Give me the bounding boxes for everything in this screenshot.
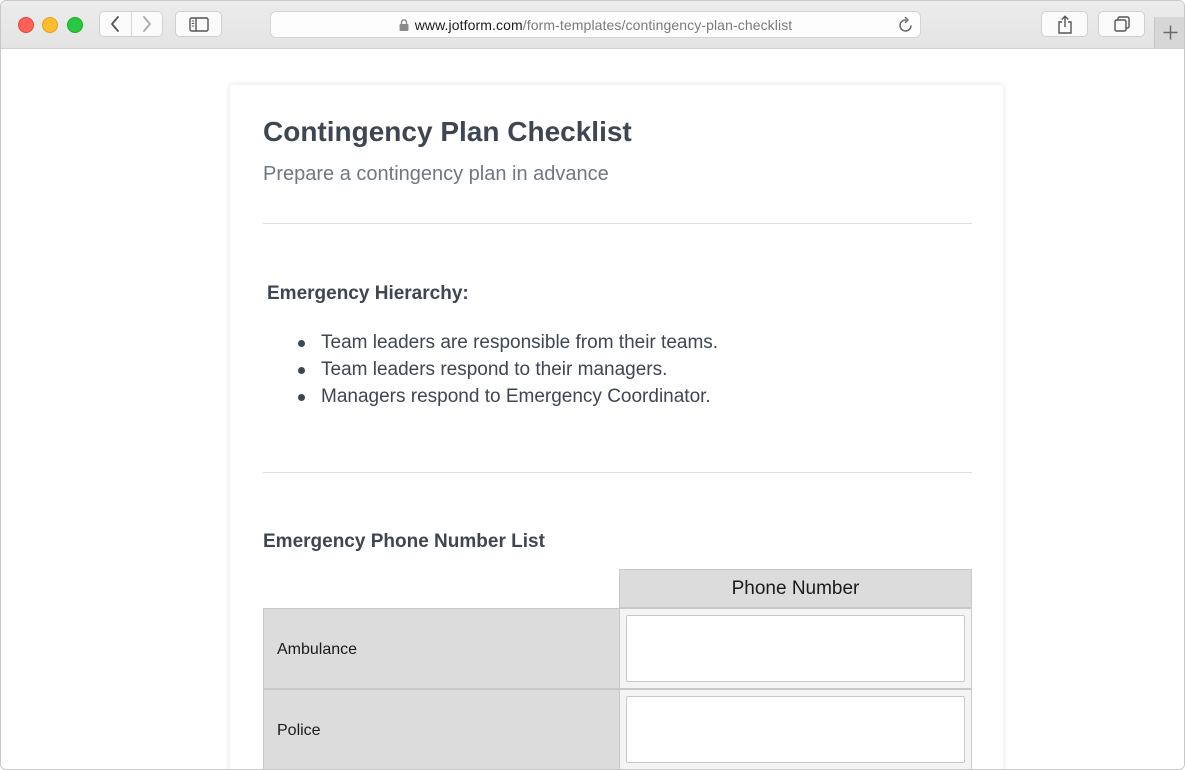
- lock-icon: [399, 19, 409, 31]
- form-card: [230, 85, 1003, 770]
- phone-number-column-header: Phone Number: [619, 569, 972, 608]
- sidebar-toggle-button[interactable]: [175, 11, 222, 37]
- zoom-window-button[interactable]: [67, 17, 83, 33]
- input-cell: [619, 608, 972, 689]
- url-path: /form-templates/contingency-plan-checklist: [522, 17, 793, 33]
- section-divider: [263, 472, 972, 473]
- address-bar[interactable]: [270, 11, 921, 38]
- url-host: www.jotform.com: [414, 17, 523, 33]
- list-item: [296, 329, 718, 356]
- form-title: Contingency Plan Checklist: [263, 116, 632, 147]
- back-button[interactable]: [100, 12, 132, 36]
- ambulance-phone-input[interactable]: [626, 615, 965, 682]
- row-label-ambulance: Ambulance: [263, 608, 620, 689]
- chevron-left-icon: [110, 16, 120, 32]
- minimize-window-button[interactable]: [42, 17, 58, 33]
- bullet-icon: [298, 367, 305, 374]
- plus-icon: [1163, 25, 1178, 40]
- input-cell: [619, 689, 972, 770]
- list-item-text: Team leaders are responsible from their teams.: [321, 332, 719, 353]
- navigation-buttons: [99, 11, 163, 37]
- table-row: [263, 608, 973, 689]
- bullet-icon: [298, 394, 305, 401]
- chevron-right-icon: [142, 16, 152, 32]
- reload-icon: [898, 16, 914, 33]
- police-phone-input[interactable]: [626, 696, 965, 763]
- share-button[interactable]: [1041, 11, 1088, 37]
- table-row: [263, 689, 973, 770]
- list-item-text: Managers respond to Emergency Coordinator.: [321, 386, 711, 407]
- form-subtitle: Prepare a contingency plan in advance: [263, 163, 609, 185]
- share-icon: [1057, 15, 1073, 34]
- emergency-hierarchy-list: [296, 329, 718, 410]
- row-label-police: Police: [263, 689, 620, 770]
- phone-list-heading: Emergency Phone Number List: [263, 531, 545, 552]
- bullet-icon: [298, 340, 305, 347]
- page-content: [1, 49, 1184, 770]
- close-window-button[interactable]: [18, 17, 34, 33]
- tab-overview-button[interactable]: [1098, 11, 1145, 37]
- emergency-hierarchy-heading: Emergency Hierarchy:: [267, 283, 469, 304]
- url-text: [271, 17, 920, 33]
- sidebar-icon: [189, 17, 209, 32]
- browser-toolbar: [1, 1, 1184, 49]
- list-item: [296, 356, 718, 383]
- new-tab-button[interactable]: [1154, 17, 1185, 48]
- list-item-text: Team leaders respond to their managers.: [321, 359, 668, 380]
- reload-button[interactable]: [898, 16, 914, 38]
- tabs-overview-icon: [1114, 16, 1130, 32]
- list-item: [296, 383, 718, 410]
- forward-button[interactable]: [132, 12, 163, 36]
- section-divider: [263, 223, 972, 224]
